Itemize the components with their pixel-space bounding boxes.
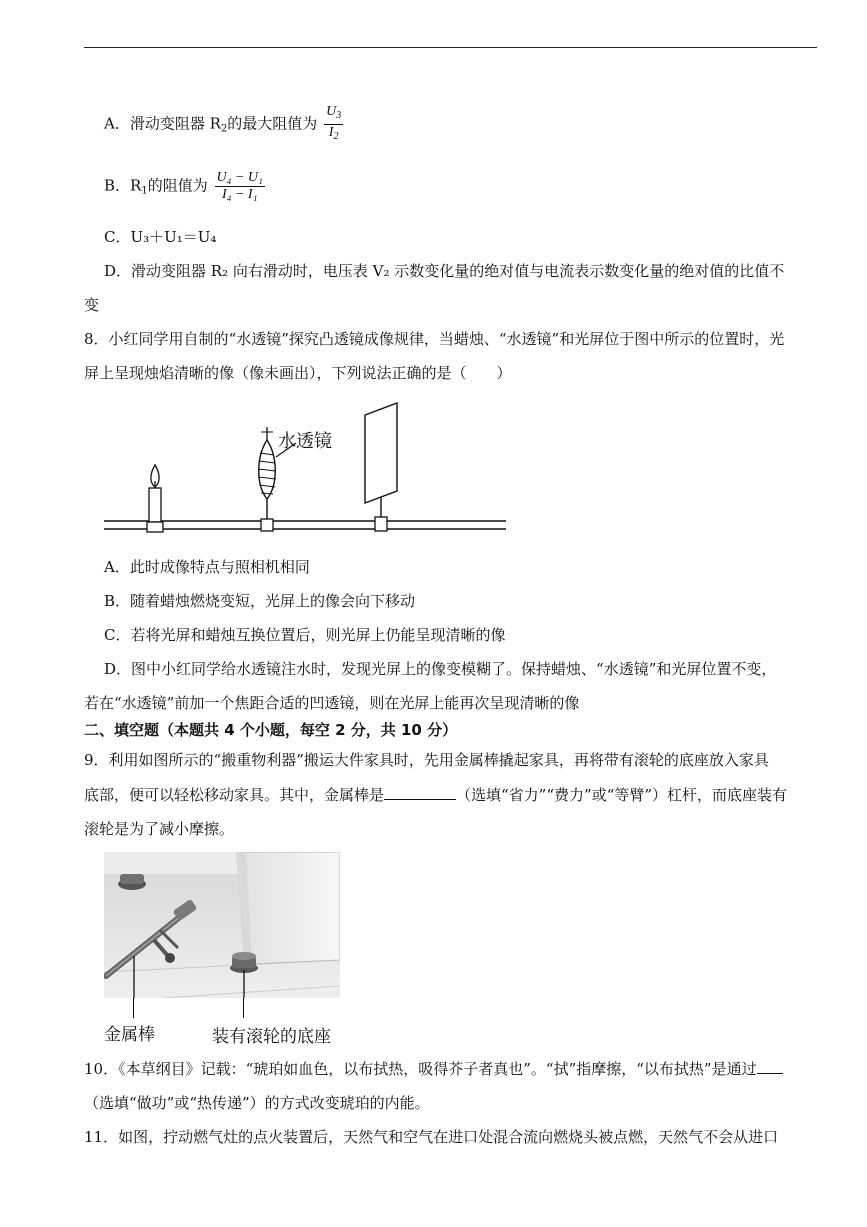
q7-option-b	[104, 170, 838, 203]
q7-option-d-line2: 变	[84, 296, 100, 314]
q9-line3: 滚轮是为了减小摩擦。	[84, 820, 235, 838]
q9-line2	[84, 784, 818, 806]
frac-den-letter: I	[328, 125, 334, 140]
q7-option-b-fraction	[215, 170, 265, 203]
q9-line2-post: （选填“省力”“费力”或“等臂”）杠杆，而底座装有	[456, 786, 788, 804]
light-screen-icon	[365, 403, 397, 531]
caption-roller-base: 装有滚轮的底座	[212, 1027, 331, 1047]
q8-option-d-line1: D．图中小红同学给水透镜注水时，发现光屏上的像变模糊了。保持蜡烛、“水透镜”和光屏位置不变，	[104, 660, 777, 678]
q8-option-c: C．若将光屏和蜡烛互换位置后，则光屏上仍能呈现清晰的像	[104, 626, 506, 644]
q8-stem-line1: 8．小红同学用自制的“水透镜”探究凸透镜成像规律，当蜡烛、“水透镜”和光屏位于图中所示的位置时，光	[84, 330, 785, 348]
q10-line1-pre: 10．《本草纲目》记载：“琥珀如血色，以布拭热，吸得芥子者真也”。“拭”指摩擦，“以布拭热”是通过	[84, 1060, 757, 1078]
answer-blank[interactable]	[384, 785, 456, 800]
header-rule	[84, 47, 817, 48]
optics-bench-diagram	[100, 395, 510, 540]
q8-stem-line2: 屏上呈现烛焰清晰的像（像未画出），下列说法正确的是（ ）	[84, 364, 512, 382]
frac-den-sub: 2	[333, 131, 339, 142]
q8-option-d-line2: 若在“水透镜”前加一个焦距合适的凹透镜，则在光屏上能再次呈现清晰的像	[84, 694, 580, 712]
frac-num-sub: 3	[336, 110, 342, 121]
frac-numerator: U₄ − U₁	[216, 170, 263, 185]
q8-option-a: A．此时成像特点与照相机相同	[104, 558, 310, 576]
q7-option-d-line1: D．滑动变阻器 R₂ 向右滑动时，电压表 V₂ 示数变化量的绝对值与电流表示数变化量的绝对值的比值不	[104, 262, 785, 280]
caption-metal-rod: 金属棒	[104, 1025, 155, 1045]
frac-num-letter: U	[326, 104, 337, 119]
answer-blank[interactable]	[757, 1059, 783, 1074]
q10-line1	[84, 1058, 818, 1080]
q10-line2: （选填“做功”或“热传递”）的方式改变琥珀的内能。	[84, 1094, 430, 1112]
q11-line1: 11．如图，拧动燃气灶的点火装置后，天然气和空气在进口处混合流向燃烧头被点燃，天然气不会从进口	[84, 1128, 779, 1146]
q7-option-a-prefix: A．滑动变阻器 R	[104, 114, 221, 133]
candle-icon	[147, 465, 163, 532]
q7-option-a-fraction	[324, 104, 343, 145]
q7-option-b-prefix: B．R	[104, 176, 142, 195]
q7-option-a	[104, 104, 838, 145]
q9-line2-pre: 底部，便可以轻松移动家具。其中，金属棒是	[84, 786, 385, 804]
section-heading: 二、填空题（本题共 4 个小题，每空 2 分，共 10 分）	[84, 721, 458, 739]
q9-line1: 9．利用如图所示的“搬重物利器”搬运大件家具时，先用金属棒撬起家具，再将带有滚轮的底座放入家具	[84, 751, 769, 769]
q7-option-c: C．U₃＋U₁＝U₄	[104, 228, 217, 246]
frac-denominator: I₄ − I₁	[221, 187, 258, 202]
q7-option-b-suffix: 的阻值为	[147, 176, 208, 195]
rod-pointer-line	[133, 998, 134, 1018]
furniture-mover-photo	[104, 852, 340, 998]
q7-option-a-suffix: 的最大阻值为	[227, 114, 318, 133]
q7-option-b-sub: 1	[141, 185, 148, 197]
q7-option-a-sub: 2	[220, 123, 228, 135]
base-pointer-line	[243, 998, 244, 1018]
q8-option-b: B．随着蜡烛燃烧变短，光屏上的像会向下移动	[104, 592, 416, 610]
water-lens-label: 水透镜	[278, 431, 332, 452]
